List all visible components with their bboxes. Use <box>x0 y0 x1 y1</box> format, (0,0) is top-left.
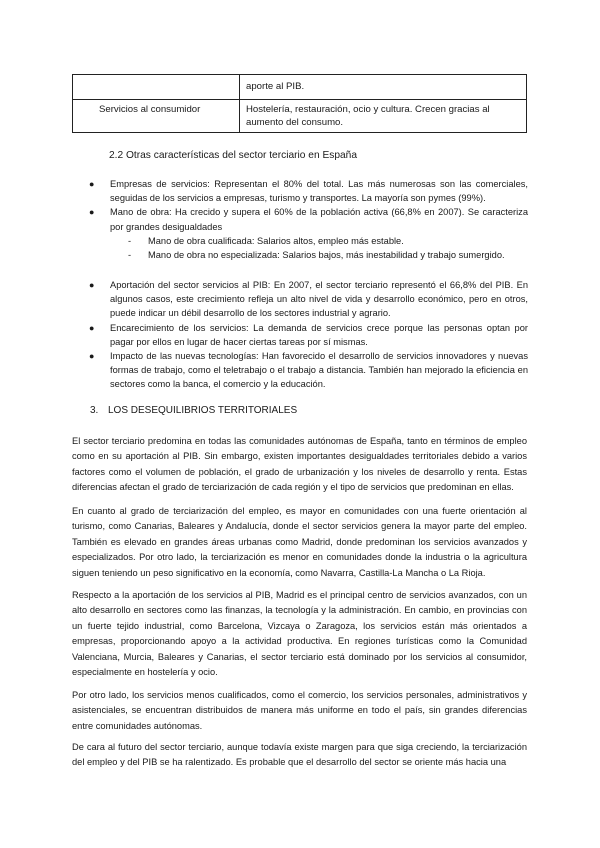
table-cell-category <box>73 75 240 100</box>
table-row <box>73 100 527 133</box>
sub-list <box>110 234 528 262</box>
subsection-heading: 2.2 Otras características del sector terciario en España <box>109 150 358 161</box>
list-item-text: Mano de obra: Ha crecido y supera el 60% de la población activa (66,8% en 2007). Se caracteriza por grandes desigualdades <box>110 207 528 232</box>
list-item <box>89 278 528 321</box>
list-item-text: Empresas de servicios: Representan el 80% del total. Las más numerosas son las comerciales, seguidas de los servicios a empresas, turismo y transportes. La mayoría son pymes (99%). <box>110 179 528 204</box>
sub-list-item <box>110 248 528 262</box>
list-item-text: Encarecimiento de los servicios: La demanda de servicios crece porque las personas optan por pagar por ellos en lugar de hacer ciertas tareas por sí mismas. <box>110 322 528 347</box>
table-cell-description: Hostelería, restauración, ocio y cultura. Crecen gracias al aumento del consumo. <box>240 100 527 133</box>
bullet-icon: ● <box>89 351 95 362</box>
list-item-text: Impacto de las nuevas tecnologías: Han favorecido el desarrollo de servicios innovadores y nuevas formas de trabajo, como el teletrabajo o el trabajo a distancia. También han mejorado la eficiencia en sectores como la banca, el comercio y la educación. <box>110 351 528 390</box>
services-table <box>72 74 527 133</box>
paragraph: El sector terciario predomina en todas las comunidades autónomas de España, tanto en términos de empleo como en su aportación al PIB. Sin embargo, existen importantes desigualdades territoriales debido a varios factores como el volumen de población, el grado de urbanización y los niveles de desarrollo y renta. Estas diferencias afectan el grado de terciarización de cada región y el tipo de servicios que predominan en ellas. <box>72 436 527 493</box>
paragraph: Respecto a la aportación de los servicios al PIB, Madrid es el principal centro de servicios avanzados, con un alto desarrollo en sectores como las finanzas, la tecnología y la administración. En cambio, en provincias con un fuerte tejido industrial, como Barcelona, Vizcaya o Zaragoza, los servicios están más orientados a empresas, proporcionando apoyo a la actividad productiva. En regiones turísticas como la Comunidad Valenciana, Murcia, Baleares y Canarias, el sector terciario está dominado por los servicios al consumidor, especialmente en hostelería y ocio. <box>72 590 527 678</box>
paragraph: En cuanto al grado de terciarización del empleo, es mayor en comunidades con una fuerte orientación al turismo, como Canarias, Baleares y Andalucía, donde el sector servicios genera la mayor parte del empleo. También es elevado en grandes áreas urbanas como Madrid, donde predominan los servicios avanzados y especializados. Por otro lado, la terciarización es menor en comunidades donde la industria o la agricultura siguen teniendo un peso significativo en la economía, como Navarra, Castilla-La Mancha o La Rioja. <box>72 506 527 578</box>
bullet-list <box>89 278 528 392</box>
bullet-list <box>89 177 528 262</box>
list-item-text: Aportación del sector servicios al PIB: En 2007, el sector terciario representó el 66,8% del PIB. En algunos casos, este crecimiento refleja un alto nivel de vida y desarrollo económico, pero en otros, puede indicar un débil desarrollo de los sectores industrial y agrario. <box>110 280 528 319</box>
bullet-icon: ● <box>89 179 95 189</box>
section-title: LOS DESEQUILIBRIOS TERRITORIALES <box>108 405 298 416</box>
section-heading <box>90 405 297 416</box>
bullet-icon: ● <box>89 280 95 290</box>
table-cell-category: Servicios al consumidor <box>73 100 240 133</box>
sub-list-item-text: Mano de obra no especializada: Salarios bajos, más inestabilidad y trabajo sumergido. <box>148 250 505 261</box>
list-item <box>89 177 528 205</box>
sub-list-item <box>110 234 528 248</box>
dash-icon: - <box>128 250 132 261</box>
sub-list-item-text: Mano de obra cualificada: Salarios altos, empleo más estable. <box>148 235 404 246</box>
table-row <box>73 75 527 100</box>
bullet-icon: ● <box>89 322 95 333</box>
paragraph: De cara al futuro del sector terciario, aunque todavía existe margen para que siga creciendo, la terciarización del empleo y del PIB se ha ralentizado. Es probable que el desarrollo del sector se oriente más hacia una <box>72 742 527 768</box>
table-cell-description: aporte al PIB. <box>240 75 527 100</box>
dash-icon: - <box>128 235 132 246</box>
bullet-icon: ● <box>89 207 95 218</box>
section-number: 3. <box>90 405 99 416</box>
list-item <box>89 349 528 392</box>
list-item <box>89 321 528 349</box>
list-item <box>89 205 528 262</box>
paragraph: Por otro lado, los servicios menos cualificados, como el comercio, los servicios personales, administrativos y asistenciales, se encuentran distribuidos de manera más uniforme en todo el país, sin grandes diferencias entre comunidades autónomas. <box>72 690 527 731</box>
